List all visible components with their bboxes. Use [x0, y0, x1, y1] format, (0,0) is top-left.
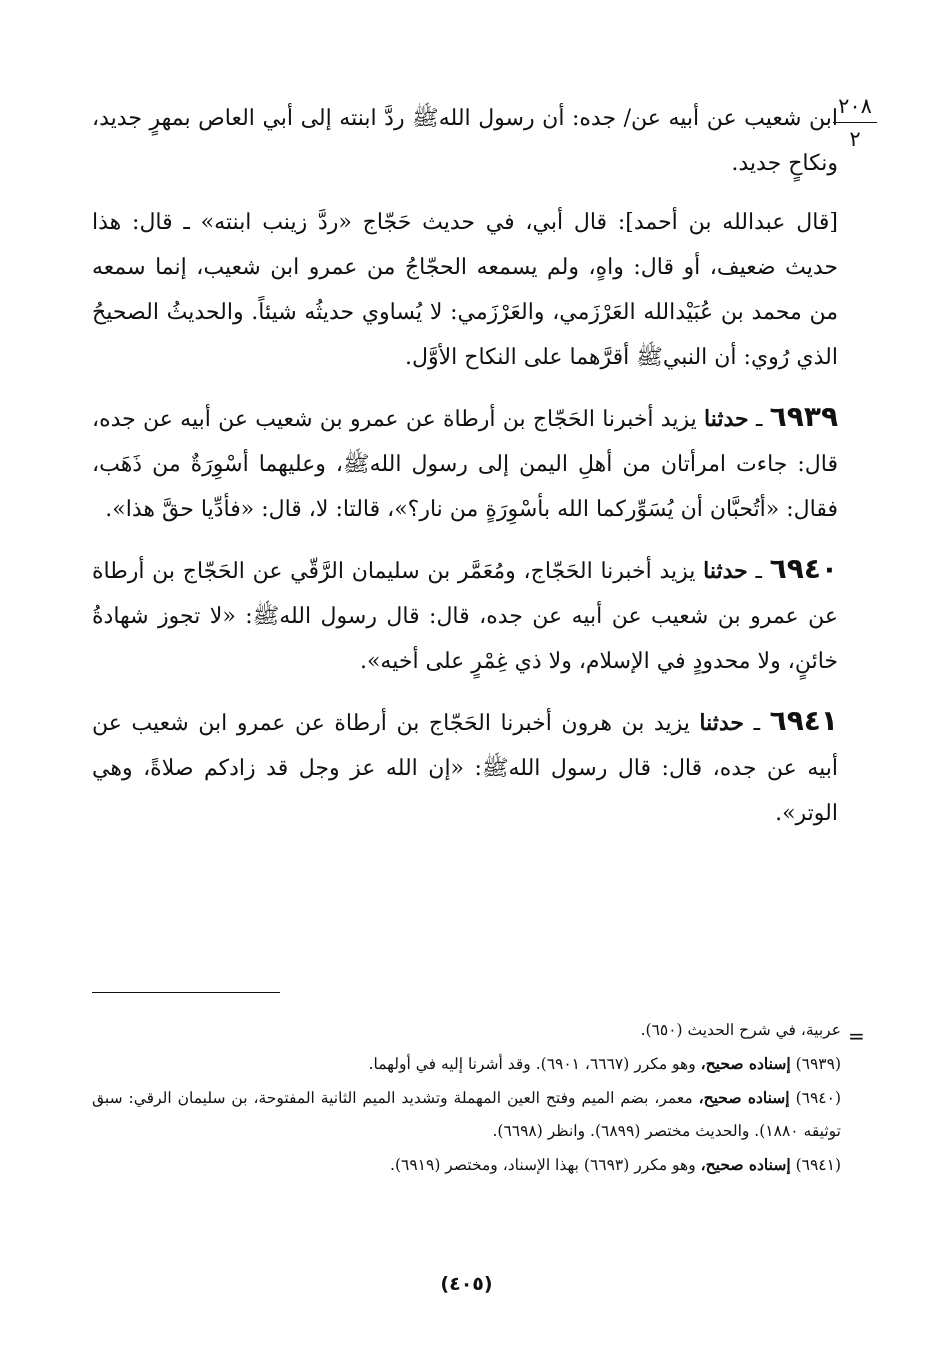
footnote-6939: [92, 1047, 841, 1081]
hadith-6940: [92, 546, 838, 684]
volume-page-reference: [833, 92, 877, 153]
hadith-number: ٦٩٤٠: [769, 552, 839, 585]
main-text: [92, 96, 838, 850]
paragraph-continuation: ابن شعيب عن أبيه عن/ جده: أن رسول اللهﷺ ردَّ ابنته إلى أبي العاص بمهرٍ جديد، ونكاحٍ جديد.: [92, 106, 838, 176]
reference-volume-number: ٢: [849, 127, 861, 151]
hadith-number: ٦٩٣٩: [769, 400, 839, 433]
footnote-text: وهو مكرر (٦٦٩٣) بهذا الإسناد، ومختصر (٦٩١٩).: [390, 1156, 696, 1174]
footnote-number: (٦٩٤٠): [795, 1089, 841, 1107]
hadith-dash: ـ: [755, 559, 762, 584]
footnote-grade: إسناده صحيح،: [698, 1088, 790, 1107]
paragraph-commentary: [قال عبدالله بن أحمد]: قال أبي، في حديث حَجّاج «ردَّ زينب ابنته» ـ قال: هذا حديث ضعيف، أو قال: واهٍ، ولم يسمعه الحجّاجُ من عمرو ابن شعيب، إنما سمعه من محمد بن عُبَيْدالله العَرْزَمي، والعَرْزَمي: لا يُساوي حديثُه شيئاً. والحديثُ الصحيحُ الذي رُوي: أن النبيﷺ أقرَّهما على النكاح الأوَّل.: [92, 210, 838, 370]
footnotes: [92, 1014, 841, 1182]
page-number: (٤٠٥): [440, 1273, 493, 1295]
hadith-6941: [92, 698, 838, 836]
footnote-continued: عربية، في شرح الحديث (٦٥٠).: [640, 1021, 841, 1039]
footnote-6941: [92, 1148, 841, 1182]
footnote-number: (٦٩٣٩): [795, 1055, 841, 1073]
footnote-grade: إسناده صحيح،: [700, 1054, 791, 1073]
haddathana-word: حدثنا: [704, 406, 749, 432]
footnote-number: (٦٩٤١): [795, 1156, 841, 1174]
hadith-dash: ـ: [753, 711, 761, 736]
hadith-6939: [92, 394, 838, 532]
footnote-separator: [92, 992, 280, 993]
footnote-text: معمر، بضم الميم وفتح العين المهملة وتشديد الميم الثانية المفتوحة، بن سليمان الرقي: سبق توثيقه ١٨٨٠). والحديث مختصر (٦٨٩٩). وانظر (٦٦٩٨).: [92, 1089, 841, 1140]
hadith-dash: ـ: [755, 407, 763, 432]
footnote-grade: إسناده صحيح،: [700, 1155, 791, 1174]
haddathana-word: حدثنا: [699, 710, 745, 736]
haddathana-word: حدثنا: [703, 558, 748, 584]
footnote-continuation-mark: =: [848, 1024, 865, 1048]
footnote-6940: [92, 1081, 841, 1148]
reference-page-number: ٢٠٨: [833, 92, 877, 123]
hadith-text: يزيد أخبرنا الحَجّاج بن أرطاة عن عمرو بن شعيب عن أبيه عن جده، قال: جاءت امرأتان من أهلِ اليمن إلى رسول اللهﷺ، وعليهما أسْوِرَةٌ من ذَهَب، فقال: «أتُحبَّان أن يُسَوِّركما الله بأسْوِرَةٍ من نار؟»، قالتا: لا، قال: «فأدِّيا حقَّ هذا».: [92, 407, 838, 522]
hadith-text: يزيد بن هرون أخبرنا الحَجّاج بن أرطاة عن عمرو ابن شعيب عن أبيه عن جده، قال: قال رسول اللهﷺ: «إن الله عز وجل قد زادكم صلاةً، وهي الوتر».: [92, 711, 838, 826]
hadith-text: يزيد أخبرنا الحَجّاج، ومُعَمَّر بن سليمان الرَّقّي عن الحَجّاج بن أرطاة عن عمرو بن شعيب عن أبيه عن جده، قال: قال رسول اللهﷺ: «لا تجوز شهادةُ خائنٍ، ولا محدودٍ في الإسلام، ولا ذي غِمْرٍ على أخيه».: [92, 559, 838, 674]
footnote-text: وهو مكرر (٦٦٦٧، ٦٩٠١). وقد أشرنا إليه في أولهما.: [368, 1055, 696, 1073]
hadith-number: ٦٩٤١: [769, 704, 838, 737]
